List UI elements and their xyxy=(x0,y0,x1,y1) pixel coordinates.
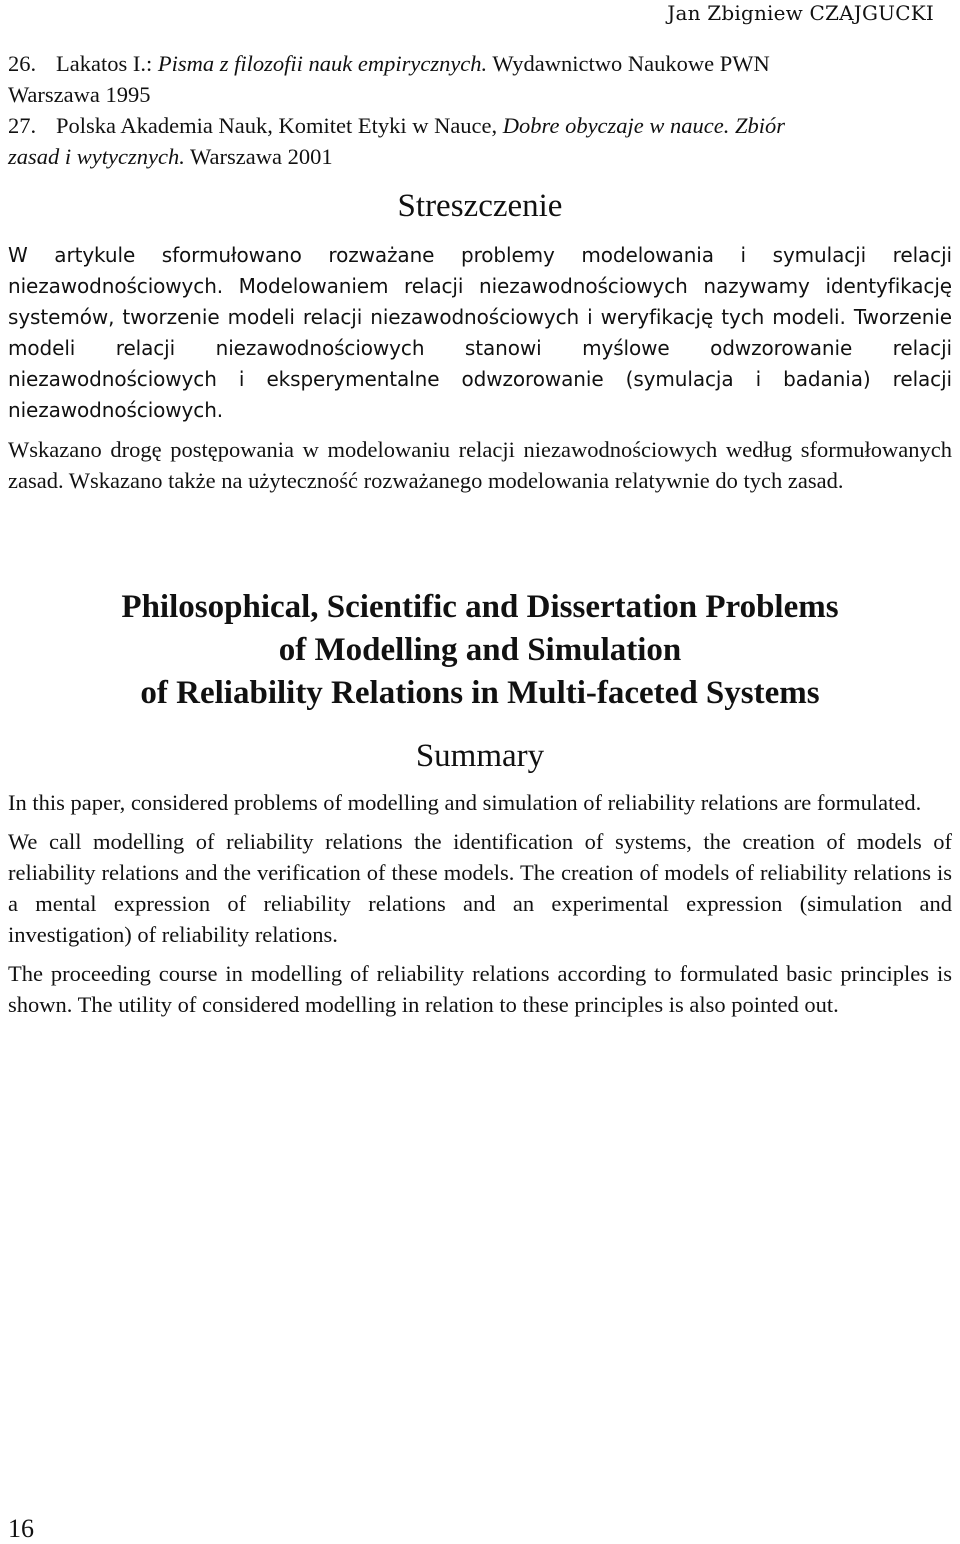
abstract-heading-polish: Streszczenie xyxy=(397,188,563,224)
reference-title: zasad i wytycznych. xyxy=(8,144,185,169)
reference-continuation xyxy=(8,79,952,110)
reference-number: 26. xyxy=(8,51,37,76)
reference-list xyxy=(8,48,952,172)
page-number: 16 xyxy=(8,1514,34,1543)
reference-text: Lakatos I.: xyxy=(56,51,158,76)
abstract-body-polish xyxy=(8,240,952,504)
summary-body xyxy=(8,787,952,1028)
reference-title: Pisma z filozofii nauk empirycznych. xyxy=(157,51,488,76)
english-title-line: Philosophical, Scientific and Dissertation Problems xyxy=(121,589,839,625)
english-title-line: of Modelling and Simulation xyxy=(278,632,682,668)
running-header-author: Jan Zbigniew CZAJGUCKI xyxy=(667,1,934,25)
summary-paragraph: The proceeding course in modelling of reliability relations according to formulated basic principles is shown. The utility of considered modelling in relation to these principles is also pointed out. xyxy=(8,961,952,1017)
abstract-paragraph: Wskazano drogę postępowania w modelowaniu relacji niezawodnościowych według sformułowanych zasad. Wskazano także na użyteczność rozważanego modelowania relatywnie do tych zasad. xyxy=(8,437,952,493)
abstract-paragraph: W artykule sformułowano rozważane problemy modelowania i symulacji relacji niezawodnościowych. Modelowaniem relacji niezawodnościowych nazywamy identyfikację systemów, tworzenie modeli relacji niezawodnościowych i weryfikację tych modeli. Tworzenie modeli relacji niezawodnościowych stanowi myślowe odwzorowanie relacji niezawodnościowych i eksperymentalne odwzorowanie (symulacja i badania) relacji niezawodnościowych. xyxy=(8,243,952,422)
reference-text: Warszawa 1995 xyxy=(8,82,151,107)
reference-title: Dobre obyczaje w nauce. Zbiór xyxy=(502,113,786,138)
reference-item xyxy=(8,110,952,141)
english-title-line: of Reliability Relations in Multi-faceted Systems xyxy=(140,675,820,711)
reference-text: Warszawa 2001 xyxy=(184,144,333,169)
summary-paragraph: In this paper, considered problems of modelling and simulation of reliability relations are formulated. xyxy=(8,790,922,815)
reference-number: 27. xyxy=(8,113,37,138)
reference-text: Wydawnictwo Naukowe PWN xyxy=(487,51,770,76)
english-title xyxy=(0,586,960,715)
summary-paragraph: We call modelling of reliability relations the identification of systems, the creation of models of reliability relations and the verification of these models. The creation of models of reliability relations is a mental expression of reliability relations and an experimental expression (simulation and investigation) of reliability relations. xyxy=(8,829,952,947)
reference-text: Polska Akademia Nauk, Komitet Etyki w Nauce, xyxy=(56,113,503,138)
reference-continuation xyxy=(8,141,952,172)
summary-heading: Summary xyxy=(415,738,545,774)
reference-item xyxy=(8,48,952,79)
